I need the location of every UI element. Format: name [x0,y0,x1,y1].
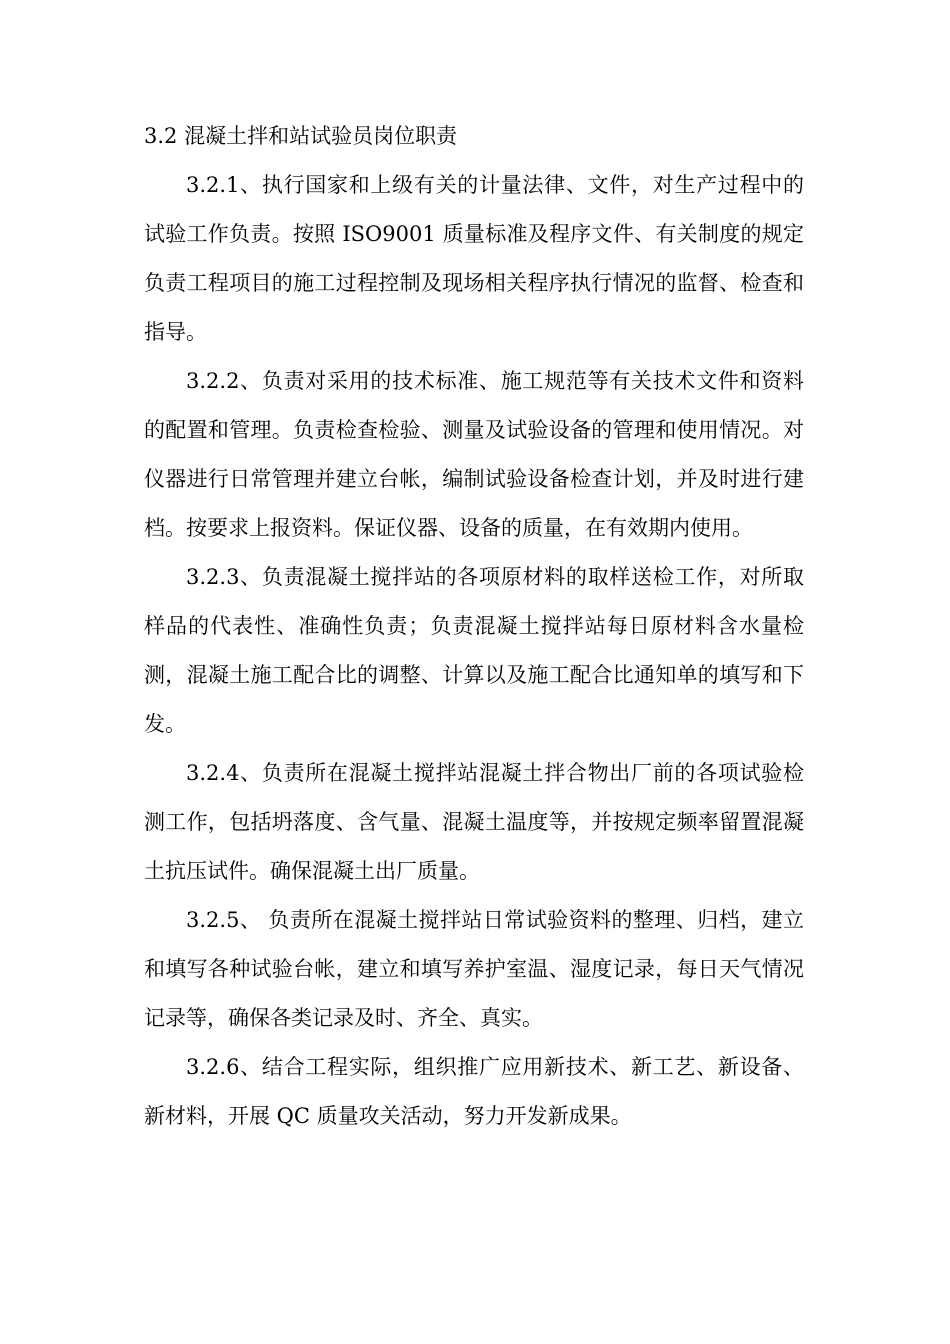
paragraph-3-2-4: 3.2.4、负责所在混凝土搅拌站混凝土拌合物出厂前的各项试验检测工作，包括坍落度、含气量、混凝土温度等，并按规定频率留置混凝土抗压试件。确保混凝土出厂质量。 [144,761,804,883]
paragraph-3-2-2: 3.2.2、负责对采用的技术标准、施工规范等有关技术文件和资料的配置和管理。负责检查检验、测量及试验设备的管理和使用情况。对仪器进行日常管理并建立台帐，编制试验设备检查计划，并及时进行建档。按要求上报资料。保证仪器、设备的质量，在有效期内使用。 [144,369,804,540]
paragraph-3-2-5: 3.2.5、 负责所在混凝土搅拌站日常试验资料的整理、归档，建立和填写各种试验台帐，建立和填写养护室温、湿度记录，每日天气情况记录等，确保各类记录及时、齐全、真实。 [144,908,804,1030]
paragraph-3-2-6: 3.2.6、结合工程实际，组织推广应用新技术、新工艺、新设备、新材料，开展 QC 质量攻关活动，努力开发新成果。 [144,1055,804,1128]
section-heading: 3.2 混凝土拌和站试验员岗位职责 [144,124,458,148]
paragraph-3-2-3: 3.2.3、负责混凝土搅拌站的各项原材料的取样送检工作，对所取样品的代表性、准确性负责；负责混凝土搅拌站每日原材料含水量检测，混凝土施工配合比的调整、计算以及施工配合比通知单的填写和下发。 [144,565,804,736]
paragraph-3-2-1: 3.2.1、执行国家和上级有关的计量法律、文件，对生产过程中的试验工作负责。按照 ISO9001 质量标准及程序文件、有关制度的规定负责工程项目的施工过程控制及现场相关程序执行情况的监督、检查和指导。 [144,173,804,344]
document-page [144,112,804,1141]
